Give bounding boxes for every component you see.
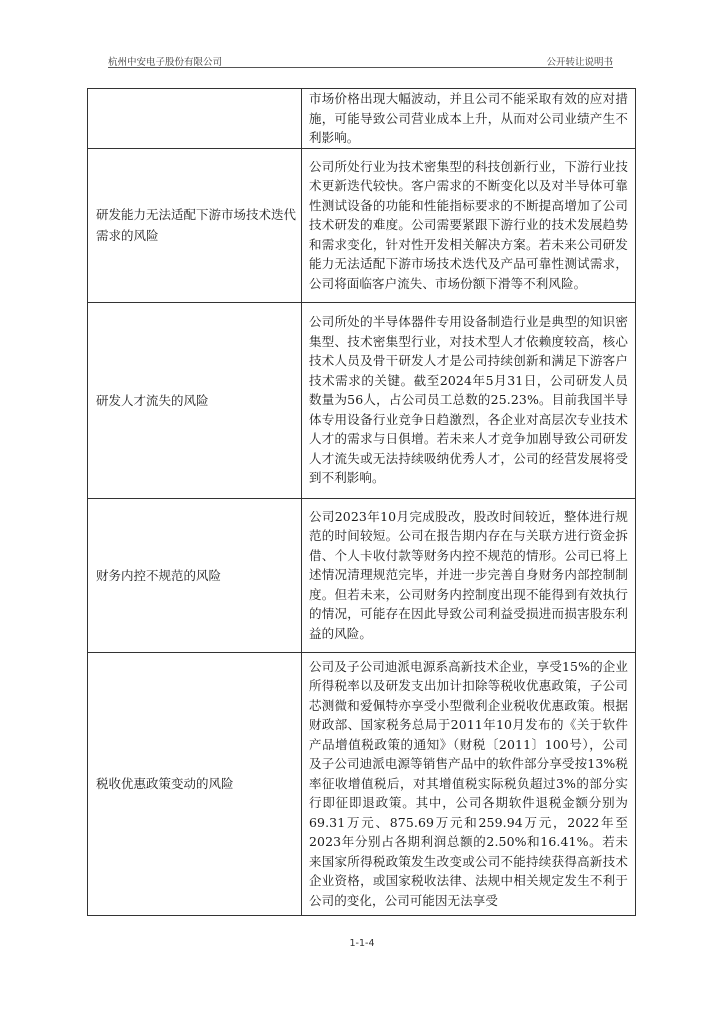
table-row bbox=[88, 148, 636, 302]
risk-name: 研发能力无法适配下游市场技术迭代需求的风险 bbox=[88, 148, 302, 302]
risk-name: 财务内控不规范的风险 bbox=[88, 498, 302, 652]
risk-description: 公司及子公司迪派电源系高新技术企业，享受15%的企业所得税率以及研发支出加计扣除等税收优惠政策，子公司芯测微和爱佩特亦享受小型微利企业税收优惠政策。根据财政部、国家税务总局于2011年10月发布的《关于软件产品增值税政策的通知》（财税〔2011〕100号），公司及子公司迪派电源等销售产品中的软件部分享受按13%税率征收增值税后，对其增值税实际税负超过3%的部分实行即征即退政策。其中，公司各期软件退税金额分别为69.31万元、875.69万元和259.94万元，2022年至2023年分别占各期利润总额的2.50%和16.41%。若未来国家所得税政策发生改变或公司不能持续获得高新技术企业资格，或国家税收法律、法规中相关规定发生不利于公司的变化，公司可能因无法享受 bbox=[302, 652, 636, 915]
risk-name: 税收优惠政策变动的风险 bbox=[88, 652, 302, 915]
risk-description: 公司所处的半导体器件专用设备制造行业是典型的知识密集型、技术密集型行业，对技术型人才依赖度较高，核心技术人员及骨干研发人才是公司持续创新和满足下游客户技术需求的关键。截至2024年5月31日，公司研发人员数量为56人，占公司员工总数的25.23%。目前我国半导体专用设备行业竞争日趋激烈，各企业对高层次专业技术人才的需求与日俱增。若未来人才竞争加剧导致公司研发人才流失或无法持续吸纳优秀人才，公司的经营发展将受到不利影响。 bbox=[302, 302, 636, 498]
risk-description: 公司2023年10月完成股改，股改时间较近，整体进行规范的时间较短。公司在报告期内存在与关联方进行资金拆借、个人卡收付款等财务内控不规范的情形。公司已将上述情况清理规范完毕，并进一步完善自身财务内部控制制度。但若未来，公司财务内控制度出现不能得到有效执行的情况，可能存在因此导致公司利益受损进而损害股东利益的风险。 bbox=[302, 498, 636, 652]
table-row bbox=[88, 302, 636, 498]
risk-description: 市场价格出现大幅波动，并且公司不能采取有效的应对措施，可能导致公司营业成本上升，从而对公司业绩产生不利影响。 bbox=[302, 89, 636, 149]
risk-description: 公司所处行业为技术密集型的科技创新行业，下游行业技术更新迭代较快。客户需求的不断变化以及对半导体可靠性测试设备的功能和性能指标要求的不断提高增加了公司技术研发的难度。公司需要紧跟下游行业的技术发展趋势和需求变化，针对性开发相关解决方案。若未来公司研发能力无法适配下游市场技术迭代及产品可靠性测试需求，公司将面临客户流失、市场份额下滑等不利风险。 bbox=[302, 148, 636, 302]
table-row bbox=[88, 89, 636, 149]
table-row bbox=[88, 498, 636, 652]
header-divider bbox=[108, 67, 613, 68]
document-type: 公开转让说明书 bbox=[546, 57, 613, 68]
risk-table bbox=[87, 88, 636, 916]
risk-name: 研发人才流失的风险 bbox=[88, 302, 302, 498]
company-name: 杭州中安电子股份有限公司 bbox=[108, 57, 223, 68]
table-row bbox=[88, 652, 636, 915]
page-number: 1-1-4 bbox=[349, 938, 375, 949]
page-header bbox=[108, 54, 613, 68]
risk-name bbox=[88, 89, 302, 149]
